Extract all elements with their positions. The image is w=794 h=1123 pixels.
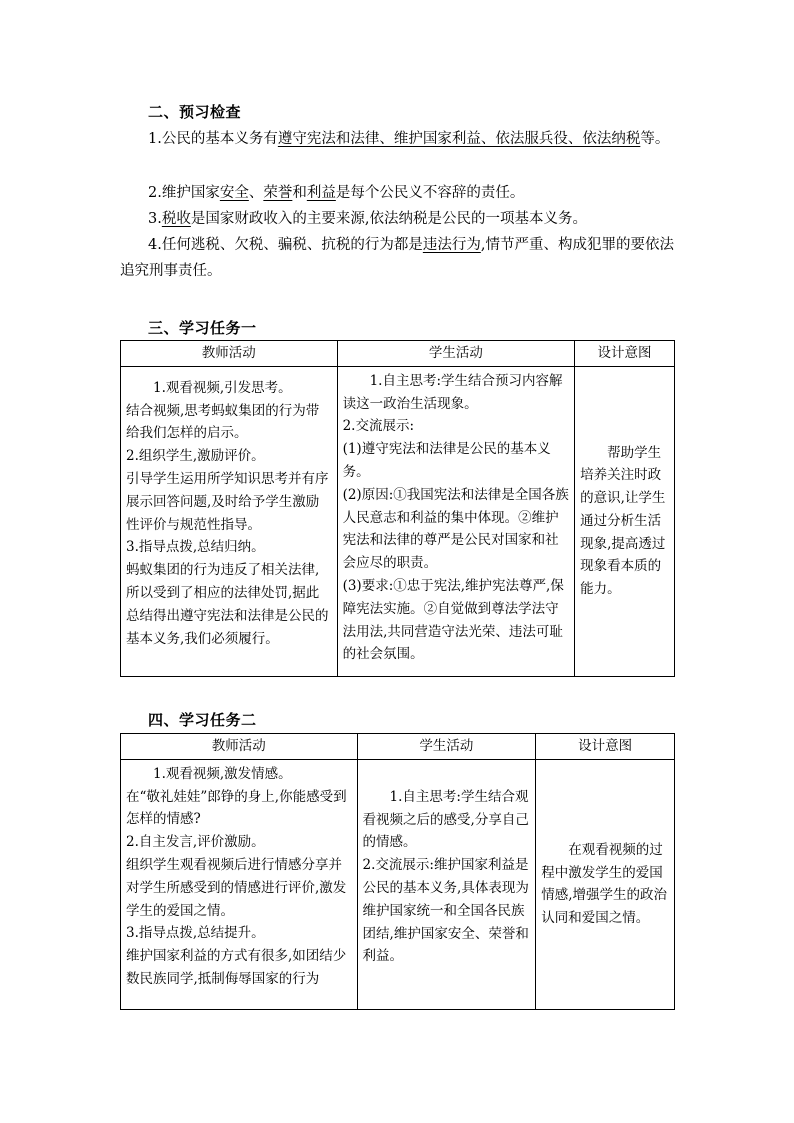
- task-1-teacher-line: 3.指导点拨,总结归纳。: [126, 539, 265, 556]
- item-2-answer-3: 利益: [306, 185, 336, 201]
- task-1-student-line: 1.自主思考:学生结合预习内容解读这一政治生活现象。: [342, 372, 563, 412]
- task-1-header-student: 学生活动: [337, 341, 575, 367]
- task-1-student-line: 2.交流展示:: [342, 418, 415, 435]
- task-2-teacher-cell: [121, 759, 358, 1009]
- item-1-answer: 遵守宪法和法律、维护国家利益、依法服兵役、依法纳税: [277, 131, 641, 147]
- task-1-student-line: (1)遵守宪法和法律是公民的基本义务。: [342, 441, 551, 480]
- task-1-student-cell: [337, 366, 575, 676]
- task-1-teacher-line: 结合视频,思考蚂蚁集团的行为带给我们怎样的启示。: [126, 402, 320, 442]
- task-1-student-line: (2)原因:①我国宪法和法律是全国各族人民意志和利益的集中体现。②维护宪法和法律的尊严是公民对国家和社会应尽的职责。: [342, 486, 569, 572]
- task-2-header-intent: 设计意图: [536, 734, 675, 760]
- task-1-header-intent: 设计意图: [575, 341, 675, 367]
- item-2-sep-1: 、: [248, 185, 264, 201]
- item-1-prefix: 1.公民的基本义务有: [148, 131, 278, 147]
- section-4-title: 四、学习任务二: [148, 711, 257, 729]
- preview-item-4: [120, 232, 676, 284]
- item-3-suffix: 是国家财政收入的主要来源,依法纳税是公民的一项基本义务。: [190, 211, 587, 227]
- item-3-prefix: 3.: [148, 211, 162, 227]
- task-2-table: [120, 733, 675, 1010]
- task-1-teacher-line: 1.观看视频,引发思考。: [153, 379, 292, 396]
- task-2-teacher-line: 在“敬礼娃娃”郎铮的身上,你能感受到怎样的情感?: [126, 788, 347, 828]
- task-1-student-line: (3)要求:①忠于宪法,维护宪法尊严,保障宪法实施。②自觉做到尊法学法守法用法,共同营造守法光荣、违法可耻的社会氛围。: [342, 577, 564, 663]
- task-2-intent-text: 在观看视频的过程中激发学生的爱国情感,增强学生的政治认同和爱国之情。: [541, 841, 667, 927]
- task-1-teacher-line: 引导学生运用所学知识思考并有序展示回答问题,及时给予学生激励性评价与规范性指导。: [126, 470, 329, 533]
- section-2-title: 二、预习检查: [148, 103, 242, 121]
- task-2-header-row: [121, 734, 675, 760]
- section-3-title: 三、学习任务一: [148, 319, 257, 337]
- item-4-answer: 违法行为: [422, 237, 481, 253]
- task-2-header-student: 学生活动: [357, 734, 536, 760]
- task-2-teacher-line: 1.观看视频,激发情感。: [153, 765, 292, 782]
- task-2-teacher-line: 维护国家利益的方式有很多,如团结少数民族同学,抵制侮辱国家的行为: [126, 948, 347, 987]
- item-4-prefix: 4.任何逃税、欠税、骗税、抗税的行为都是: [148, 237, 423, 253]
- task-2-intent-cell: [536, 759, 675, 1009]
- task-1-body-row: [121, 366, 675, 676]
- item-2-prefix: 2.维护国家: [148, 185, 220, 201]
- task-1-intent-text: 帮助学生培养关注时政的意识,让学生通过分析生活现象,提高透过现象看本质的能力。: [580, 444, 666, 598]
- item-1-suffix: 等。: [640, 131, 670, 147]
- item-2-answer-2: 荣誉: [263, 185, 293, 201]
- preview-item-1: [120, 126, 676, 152]
- preview-item-3: [120, 206, 676, 232]
- task-1-intent-cell: [575, 366, 675, 676]
- task-2-header-teacher: 教师活动: [121, 734, 358, 760]
- item-4-suffix: ,情节严重、构成犯罪的要依法追究刑事责任。: [120, 237, 674, 279]
- task-1-teacher-cell: [121, 366, 338, 676]
- item-2-suffix: 是每个公民义不容辞的责任。: [335, 185, 525, 201]
- task-2-teacher-line: 组织学生观看视频后进行情感分享并对学生所感受到的情感进行评价,激发学生的爱国之情。: [126, 856, 347, 919]
- task-2-student-line: 1.自主思考:学生结合观看视频之后的感受,分享自己的情感。: [362, 788, 529, 851]
- item-2-answer-1: 安全: [219, 185, 249, 201]
- task-2-student-line: 2.交流展示:维护国家利益是公民的基本义务,具体表现为维护国家统一和全国各民族团结,维护国家安全、荣誉和利益。: [362, 857, 529, 965]
- task-1-teacher-line: 蚂蚁集团的行为违反了相关法律,所以受到了相应的法律处罚,据此总结得出遵守宪法和法律是公民的基本义务,我们必须履行。: [126, 562, 329, 647]
- task-1-table: [120, 340, 675, 677]
- task-2-body-row: [121, 759, 675, 1009]
- item-2-sep-2: 和: [292, 185, 307, 201]
- preview-item-2: [120, 180, 676, 206]
- item-3-answer: 税收: [161, 211, 191, 227]
- task-1-header-teacher: 教师活动: [121, 341, 338, 367]
- task-2-teacher-line: 2.自主发言,评价激励。: [126, 834, 265, 851]
- task-1-teacher-line: 2.组织学生,激励评价。: [126, 448, 265, 465]
- task-1-header-row: [121, 341, 675, 367]
- task-2-teacher-line: 3.指导点拨,总结提升。: [126, 925, 265, 942]
- task-2-student-cell: [357, 759, 536, 1009]
